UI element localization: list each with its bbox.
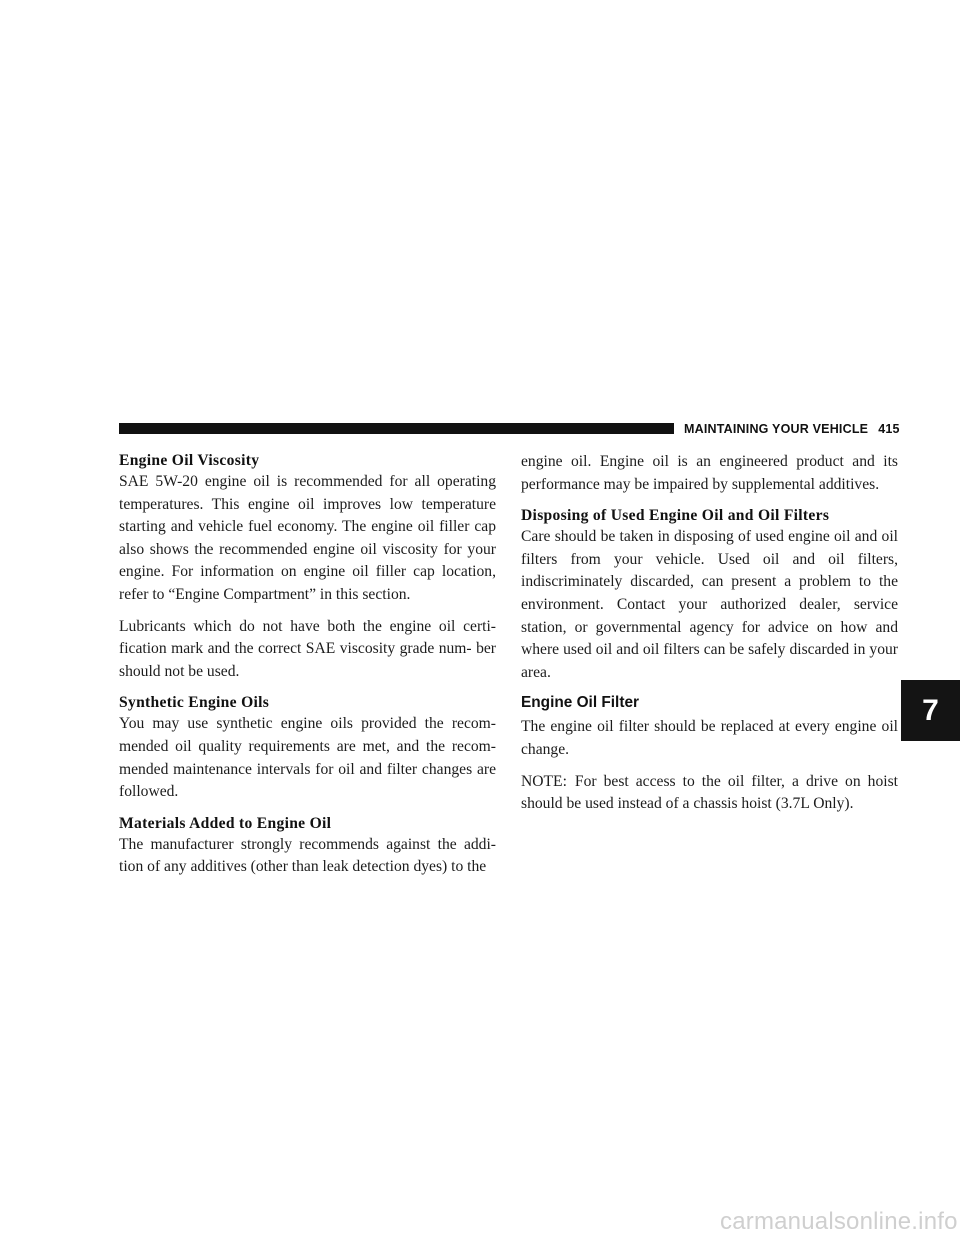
paragraph-viscosity: SAE 5W-20 engine oil is recommended for all operating temperatures. This engine oil improves low temperature starting and vehicle fuel economy. The engine oil filler cap also shows the recommended engine oil viscosity for your engine. For information on engine oil filler cap location, refer to “Engine Compartment” in this section. — [119, 473, 496, 603]
running-head — [684, 420, 900, 438]
chapter-tab: 7 — [901, 680, 960, 741]
heading-disposing: Disposing of Used Engine Oil and Oil Filters — [521, 507, 830, 525]
heading-materials-added: Materials Added to Engine Oil — [119, 814, 332, 832]
heading-engine-oil-viscosity: Engine Oil Viscosity — [119, 452, 260, 469]
note-label: NOTE: — [521, 772, 567, 790]
running-head-section: MAINTAINING YOUR VEHICLE — [684, 422, 869, 436]
right-column — [521, 451, 898, 816]
paragraph-additives-continued: engine oil. Engine oil is an engineered product and its performance may be impaired by supplemental additives. — [521, 453, 898, 493]
heading-engine-oil-filter: Engine Oil Filter — [521, 694, 640, 712]
left-column — [119, 450, 496, 879]
note-text: For best access to the oil filter, a drive on hoist should be used instead of a chassis hoist (3.7L Only). — [521, 772, 898, 813]
paragraph-lubricants: Lubricants which do not have both the engine oil certi- fication mark and the correct SAE viscosity grade num- ber should not be used. — [119, 617, 496, 680]
page-number: 415 — [878, 422, 900, 436]
watermark: carmanualsonline.info — [720, 1208, 958, 1235]
paragraph-oil-filter: The engine oil filter should be replaced at every engine oil change. — [521, 718, 898, 758]
paragraph-disposing: Care should be taken in disposing of used engine oil and oil filters from your vehicle. Used oil and oil filters, indiscriminately discarded, can present a problem to the environment. Contact your authorized dealer, service station, or governmental agency for advice on how and where used oil and oil filters can be safely discarded in your area. — [521, 528, 898, 681]
note-paragraph — [521, 771, 898, 816]
heading-synthetic-oils: Synthetic Engine Oils — [119, 694, 270, 712]
paragraph-synthetic: You may use synthetic engine oils provided the recom- mended oil quality requirements are met, and the recom- mended maintenance intervals for oil and filter changes are followed. — [119, 715, 496, 801]
header-rule — [119, 423, 674, 434]
paragraph-additives: The manufacturer strongly recommends against the addi- tion of any additives (other than leak detection dyes) to the — [119, 835, 496, 876]
